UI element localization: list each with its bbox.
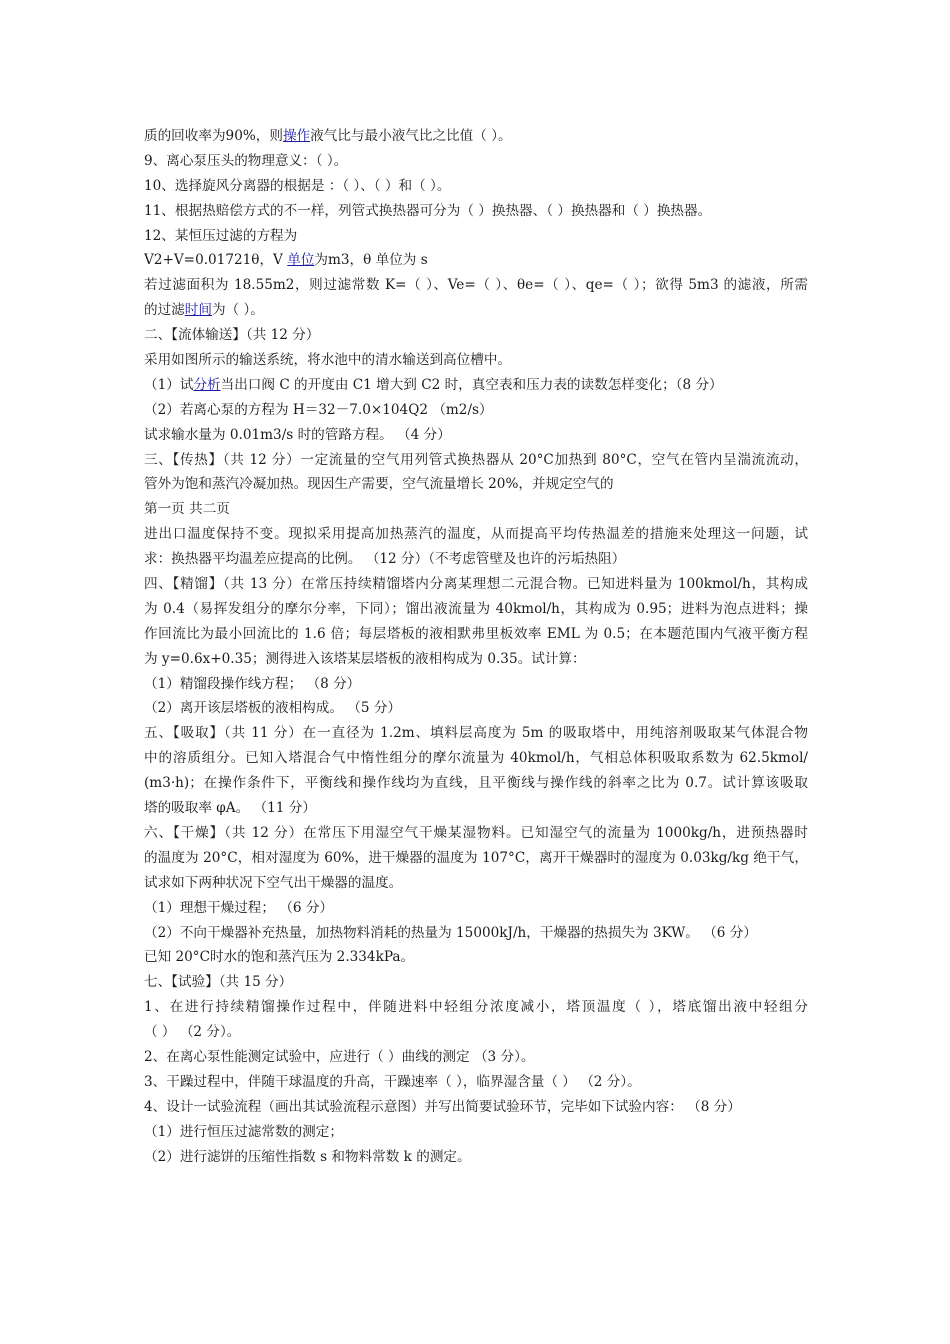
text-segment: 求：换热器平均温差应提高的比例。 （12 分）（不考虑管壁及也许的污垢热阻） xyxy=(144,551,626,568)
text-line xyxy=(144,771,808,796)
text-segment: 若过滤面积为 18.55m2，则过滤常数 K=（ ）、Ve=（ ）、θe=（ ）、qe=（ ）；欲得 5m3 的滤液，所需 xyxy=(144,277,808,294)
hyperlink[interactable]: 时间 xyxy=(184,302,212,319)
text-segment: 为 0.4（易挥发组分的摩尔分率，下同）；馏出液流量为 40kmol/h，其构成为 0.95；进料为泡点进料；操 xyxy=(144,600,808,617)
text-line xyxy=(144,945,808,970)
text-line xyxy=(144,1020,808,1045)
text-segment: 六、【干燥】（共 12 分）在常压下用湿空气干燥某湿物料。已知湿空气的流量为 1000kg/h，进预热器时 xyxy=(144,824,808,841)
text-segment: 二、【流体输送】（共 12 分） xyxy=(144,327,320,344)
text-segment: （ ） （2 分）。 xyxy=(144,1024,241,1041)
text-line xyxy=(144,224,808,249)
text-segment: 四、【精馏】（共 13 分）在常压持续精馏塔内分离某理想二元混合物。已知进料量为 100kmol/h，其构成 xyxy=(144,576,808,593)
text-line xyxy=(144,298,808,323)
text-segment: 三、【传热】（共 12 分）一定流量的空气用列管式换热器从 20°C加热到 80°C，空气在管内呈湍流流动， xyxy=(144,451,808,468)
text-line xyxy=(144,696,808,721)
text-segment: （1）进行恒压过滤常数的测定； xyxy=(144,1123,343,1140)
text-line xyxy=(144,746,808,771)
text-segment: （1）试 xyxy=(144,376,194,393)
hyperlink[interactable]: 操作 xyxy=(282,128,311,144)
text-segment: V2+V=0.01721θ，V xyxy=(144,252,288,269)
text-segment: 已知 20°C时水的饱和蒸汽压为 2.334kPa。 xyxy=(144,949,415,966)
text-line xyxy=(144,597,808,622)
hyperlink[interactable]: 单位 xyxy=(287,252,315,269)
text-line xyxy=(144,174,808,199)
text-segment: 9、离心泵压头的物理意义：（ ）。 xyxy=(144,152,348,169)
text-line xyxy=(144,995,808,1020)
hyperlink[interactable]: 分析 xyxy=(193,376,221,393)
text-line xyxy=(144,970,808,995)
text-line xyxy=(144,124,808,149)
text-segment: 10、选择旋风分离器的根据是 ：（ ）、（ ）和（ ）。 xyxy=(144,177,451,194)
text-segment: 11、根据热赔偿方式的不一样，列管式换热器可分为（ ）换热器、（ ）换热器和（ ）换热器。 xyxy=(144,202,712,219)
text-segment: 1、在进行持续精馏操作过程中，伴随进料中轻组分浓度减小，塔顶温度（ ），塔底馏出液中轻组分 xyxy=(144,999,808,1016)
text-line xyxy=(144,348,808,373)
text-line xyxy=(144,1145,808,1170)
text-segment: 采用如图所示的输送系统，将水池中的清水输送到高位槽中。 xyxy=(144,352,512,369)
text-segment: (m3·h)；在操作条件下，平衡线和操作线均为直线，且平衡线与操作线的斜率之比为 0.7。试计算该吸取 xyxy=(144,775,808,792)
text-line xyxy=(144,846,808,871)
text-line xyxy=(144,522,808,547)
text-segment: 当出口阀 C 的开度由 C1 增大到 C2 时，真空表和压力表的读数怎样变化；（8 分） xyxy=(220,376,723,393)
text-segment: （2）不向干燥器补充热量，加热物料消耗的热量为 15000kJ/h，干燥器的热损失为 3KW。 （6 分） xyxy=(144,924,757,941)
text-segment: 液气比与最小液气比之比值（ ）。 xyxy=(310,128,512,144)
text-segment: 3、干躁过程中，伴随干球温度的升高，干躁速率（ ），临界湿含量（ ） （2 分）。 xyxy=(144,1073,641,1090)
text-segment: 的温度为 20°C，相对湿度为 60%，进干燥器的温度为 107°C，离开干燥器时的湿度为 0.03kg/kg 绝干气， xyxy=(144,849,808,866)
text-line xyxy=(144,248,808,273)
text-segment: 2、在离心泵性能测定试验中，应进行（ ）曲线的测定 （3 分）。 xyxy=(144,1048,535,1065)
text-segment: 为m3，θ 单位为 s xyxy=(314,252,428,269)
text-line xyxy=(144,821,808,846)
text-line xyxy=(144,149,808,174)
text-line xyxy=(144,497,808,522)
text-segment: 作回流比为最小回流比的 1.6 倍；每层塔板的液相默弗里板效率 EML 为 0.5；在本题范围内气液平衡方程 xyxy=(144,625,808,642)
text-segment: （2）离开该层塔板的液相构成。 （5 分） xyxy=(144,700,402,717)
text-line xyxy=(144,871,808,896)
text-line xyxy=(144,1070,808,1095)
text-line xyxy=(144,1045,808,1070)
text-segment: 进出口温度保持不变。现拟采用提高加热蒸汽的温度，从而提高平均传热温差的措施来处理这一问题，试 xyxy=(144,526,808,543)
text-segment: 质的回收率为90%，则 xyxy=(144,128,283,144)
text-segment: 的过滤 xyxy=(144,302,185,319)
text-segment: （1）理想干燥过程； （6 分） xyxy=(144,899,334,916)
text-segment: （1）精馏段操作线方程； （8 分） xyxy=(144,675,361,692)
text-line xyxy=(144,448,808,473)
text-line xyxy=(144,423,808,448)
text-line xyxy=(144,796,808,821)
text-line xyxy=(144,896,808,921)
text-segment: 第一页 共二页 xyxy=(144,501,230,518)
text-line xyxy=(144,547,808,572)
text-segment: 试求输水量为 0.01m3/s 时的管路方程。 （4 分） xyxy=(144,426,451,443)
text-line xyxy=(144,373,808,398)
text-segment: 试求如下两种状况下空气出干燥器的温度。 xyxy=(144,874,403,891)
text-line xyxy=(144,398,808,423)
text-line xyxy=(144,622,808,647)
text-segment: 管外为饱和蒸汽冷凝加热。现因生产需要，空气流量增长 20%，并规定空气的 xyxy=(144,476,614,493)
text-segment: 4、设计一试验流程（画出其试验流程示意图）并写出简要试验环节，完毕如下试验内容： （8 分） xyxy=(144,1098,741,1115)
text-line xyxy=(144,647,808,672)
text-segment: 为 y=0.6x+0.35；测得进入该塔某层塔板的液相构成为 0.35。试计算： xyxy=(144,650,586,667)
text-segment: 为（ ）。 xyxy=(211,302,264,319)
text-segment: 中的溶质组分。已知入塔混合气中惰性组分的摩尔流量为 40kmol/h，气相总体积吸取系数为 62.5kmol/ xyxy=(144,750,808,767)
text-line xyxy=(144,472,808,497)
text-segment: 五、【吸取】（共 11 分）在一直径为 1.2m、填料层高度为 5m 的吸取塔中，用纯溶剂吸取某气体混合物 xyxy=(144,725,808,742)
text-line xyxy=(144,323,808,348)
document-page xyxy=(144,124,808,1169)
text-line xyxy=(144,273,808,298)
text-line xyxy=(144,921,808,946)
text-line xyxy=(144,572,808,597)
text-segment: （2）若离心泵的方程为 H＝32－7.0×104Q2 （m2/s） xyxy=(144,401,493,418)
text-segment: （2）进行滤饼的压缩性指数 s 和物料常数 k 的测定。 xyxy=(144,1148,471,1165)
text-segment: 12、某恒压过滤的方程为 xyxy=(144,227,298,244)
text-segment: 七、【试验】（共 15 分） xyxy=(144,974,293,991)
text-line xyxy=(144,199,808,224)
text-line xyxy=(144,1120,808,1145)
text-segment: 塔的吸取率 φA。 （11 分） xyxy=(144,800,316,817)
text-line xyxy=(144,721,808,746)
text-line xyxy=(144,672,808,697)
text-line xyxy=(144,1095,808,1120)
